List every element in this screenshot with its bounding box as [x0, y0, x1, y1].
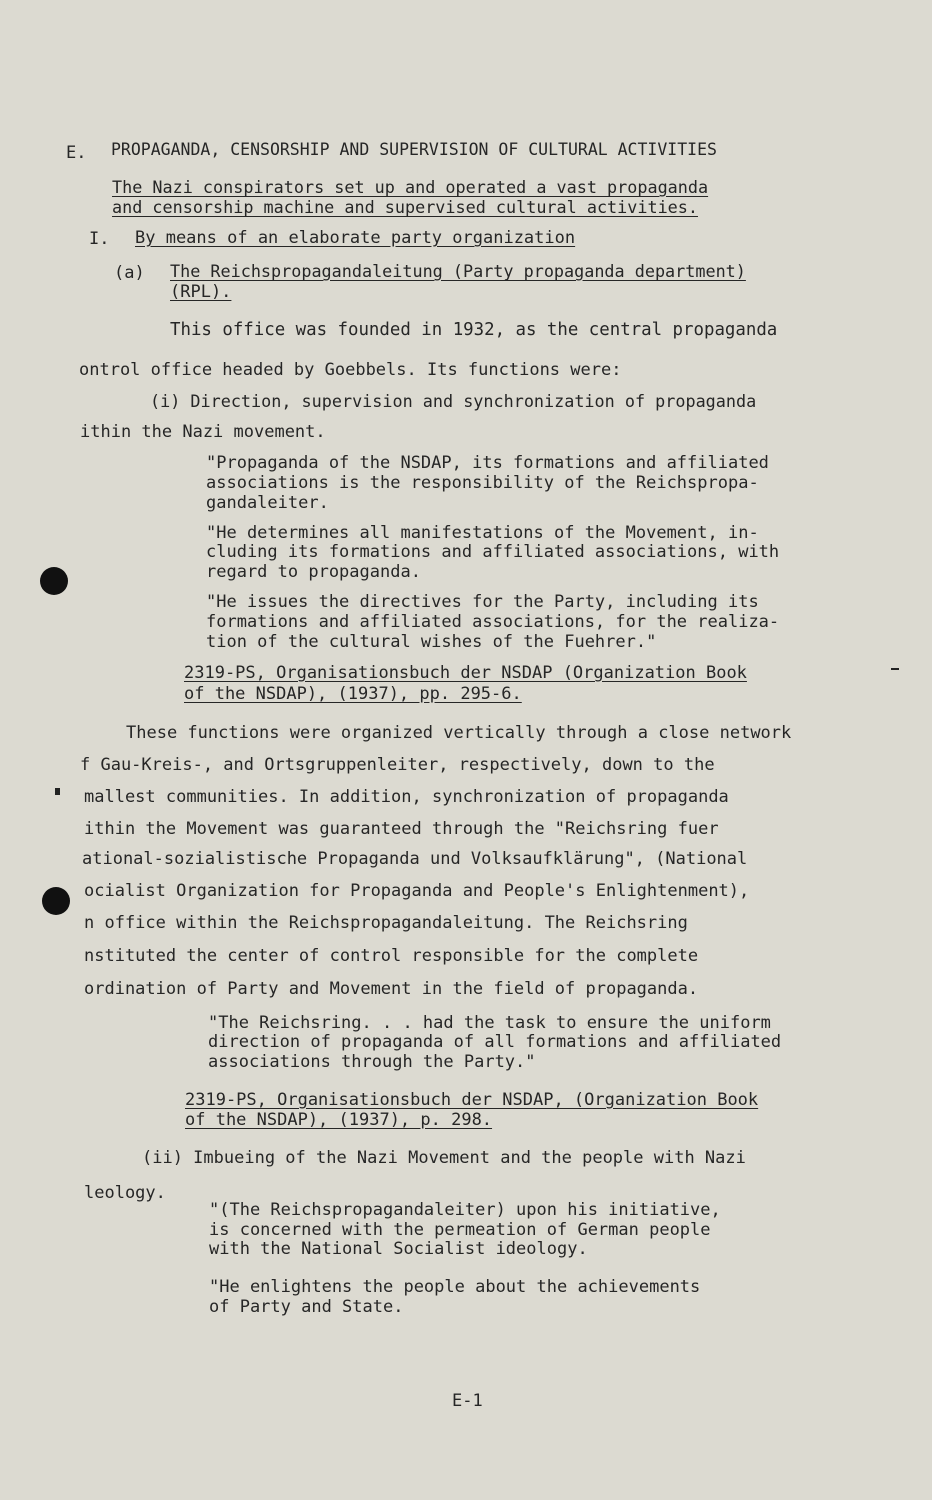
item-i-line-2: ithin the Nazi movement. — [80, 422, 326, 442]
quote3-line-2: formations and affiliated associations, for the realiza- — [206, 612, 780, 632]
subsection-title-line-2: (RPL). — [170, 282, 232, 302]
margin-mark — [55, 788, 60, 795]
citation1-line-1: 2319-PS, Organisationsbuch der NSDAP (Organization Book — [184, 663, 747, 683]
quote1-line-2: associations is the responsibility of the Reichspropa- — [206, 473, 759, 493]
para1-line-1: This office was founded in 1932, as the central propaganda — [170, 320, 778, 340]
section-number: E. — [66, 143, 87, 163]
quote5-line-2: is concerned with the permeation of German people — [209, 1220, 711, 1240]
quote3-line-3: tion of the cultural wishes of the Fuehrer." — [206, 632, 657, 652]
citation1-line-2: of the NSDAP), (1937), pp. 295-6. — [184, 684, 522, 704]
para2-line-3: mallest communities. In addition, synchronization of propaganda — [84, 787, 729, 807]
punch-hole-bottom — [42, 887, 70, 915]
para2-line-7: n office within the Reichspropagandaleitung. The Reichsring — [84, 913, 688, 933]
citation2-line-2: of the NSDAP), (1937), p. 298. — [185, 1110, 493, 1130]
para2-line-1: These functions were organized vertically through a close network — [126, 723, 792, 743]
para2-line-5: ational-sozialistische Propaganda und Volksaufklärung", (National — [82, 849, 748, 869]
para2-line-6: ocialist Organization for Propaganda and People's Enlightenment), — [84, 881, 750, 901]
part-numeral: I. — [89, 229, 110, 249]
subsection-title-line-1: The Reichspropagandaleitung (Party propaganda department) — [170, 261, 746, 281]
quote3-line-1: "He issues the directives for the Party, including its — [206, 592, 759, 612]
para2-line-4: ithin the Movement was guaranteed through the "Reichsring fuer — [84, 819, 719, 839]
page-number: E-1 — [452, 1391, 483, 1411]
item-ii-line-1: (ii) Imbueing of the Nazi Movement and the people with Nazi — [142, 1148, 746, 1168]
quote4-line-3: associations through the Party." — [208, 1052, 536, 1072]
item-i-line-1: (i) Direction, supervision and synchronization of propaganda — [150, 391, 757, 411]
quote5-line-1: "(The Reichspropagandaleiter) upon his initiative, — [209, 1200, 721, 1220]
punch-hole-top — [40, 567, 68, 595]
quote2-line-2: cluding its formations and affiliated associations, with — [206, 542, 780, 562]
quote1-line-3: gandaleiter. — [206, 493, 329, 513]
margin-mark — [891, 668, 899, 670]
subsection-label: (a) — [114, 263, 145, 283]
para2-line-9: ordination of Party and Movement in the field of propaganda. — [84, 979, 699, 999]
intro-line-2: and censorship machine and supervised cultural activities. — [112, 197, 698, 217]
intro-line-1: The Nazi conspirators set up and operated a vast propaganda — [112, 177, 709, 197]
quote1-line-1: "Propaganda of the NSDAP, its formations and affiliated — [206, 453, 769, 473]
para2-line-2: f Gau-Kreis-, and Ortsgruppenleiter, respectively, down to the — [80, 755, 715, 775]
item-ii-line-2: leology. — [84, 1183, 166, 1203]
quote4-line-2: direction of propaganda of all formations and affiliated — [208, 1032, 782, 1052]
quote2-line-3: regard to propaganda. — [206, 562, 421, 582]
quote6-line-1: "He enlightens the people about the achievements — [209, 1277, 701, 1297]
para2-line-8: nstituted the center of control responsible for the complete — [84, 946, 699, 966]
section-heading: PROPAGANDA, CENSORSHIP AND SUPERVISION OF CULTURAL ACTIVITIES — [111, 140, 717, 159]
part-heading: By means of an elaborate party organization — [135, 228, 576, 248]
quote6-line-2: of Party and State. — [209, 1297, 404, 1317]
citation2-line-1: 2319-PS, Organisationsbuch der NSDAP, (Organization Book — [185, 1090, 759, 1110]
para1-line-2: ontrol office headed by Goebbels. Its functions were: — [79, 360, 622, 380]
quote2-line-1: "He determines all manifestations of the Movement, in- — [206, 523, 759, 543]
quote5-line-3: with the National Socialist ideology. — [209, 1239, 588, 1259]
quote4-line-1: "The Reichsring. . . had the task to ensure the uniform — [208, 1013, 771, 1033]
